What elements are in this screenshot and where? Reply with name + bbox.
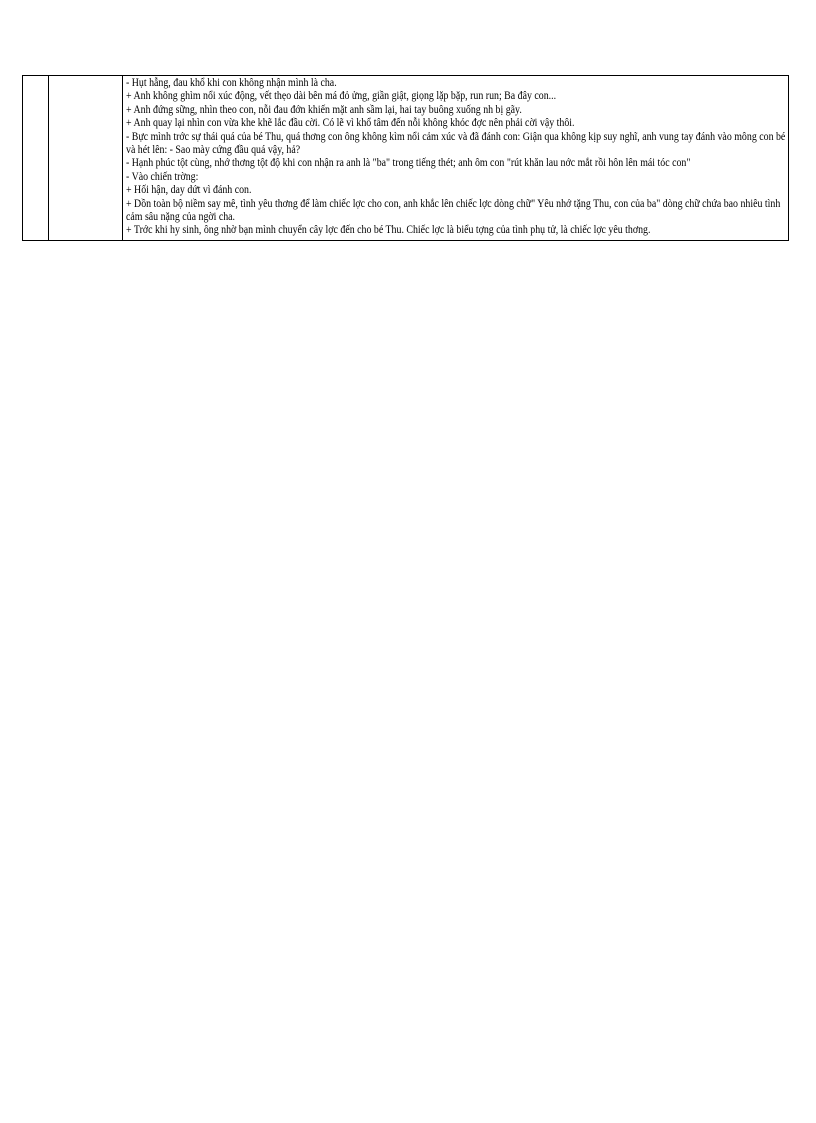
text-line: - Hụt hẫng, đau khổ khi con không nhận mình là cha. (126, 77, 337, 89)
text-line: + Anh không ghìm nổi xúc động, vết thẹo dài bên má đỏ ửng, giần giật, giọng lặp bặp, run run; Ba đây con... (126, 90, 557, 103)
table-row (23, 76, 789, 241)
empty-cell-2 (49, 76, 123, 241)
content-table (22, 75, 789, 241)
empty-cell-1 (23, 76, 49, 241)
text-line: + Hối hận, day dứt vì đánh con. (126, 184, 252, 197)
text-line: + Anh quay lại nhìn con vừa khe khẽ lắc đầu cời. Có lẽ vì khổ tâm đến nỗi không khóc đợc nên phải cời vậy thôi. (126, 117, 575, 130)
text-line: - Vào chiến trờng: (126, 170, 199, 183)
content-cell (123, 76, 789, 241)
text-line: - Hạnh phúc tột cùng, nhớ thơng tột độ khi con nhận ra anh là "ba" trong tiếng thét; anh ôm con "rút khăn lau nớc mắt rồi hôn lên mái tóc con" (126, 157, 691, 170)
text-line: + Trớc khi hy sinh, ông nhờ bạn mình chuyển cây lợc đến cho bé Thu. Chiếc lợc là biểu tợng của tình phụ tử, là chiếc lợc yêu thơng. (126, 224, 651, 237)
text-line: + Dồn toàn bộ niềm say mê, tình yêu thơng để làm chiếc lợc cho con, anh khắc lên chiếc lợc dòng chữ" Yêu nhớ tặng Thu, con của ba" dòng chữ chứa bao nhiêu tình cảm sâu nặng của ngời cha. (126, 197, 781, 224)
text-line: - Bực mình trớc sự thái quá của bé Thu, quá thơng con ông không kìm nổi cảm xúc và đã đánh con: Giận qua không kịp suy nghĩ, anh vung tay đánh vào mông con bé và hét lên: - Sao mày cứng đầu quá vậy, hả? (126, 130, 786, 157)
text-line: + Anh đứng sững, nhìn theo con, nỗi đau đớn khiến mặt anh sầm lại, hai tay buông xuống nh bị gãy. (126, 103, 522, 116)
